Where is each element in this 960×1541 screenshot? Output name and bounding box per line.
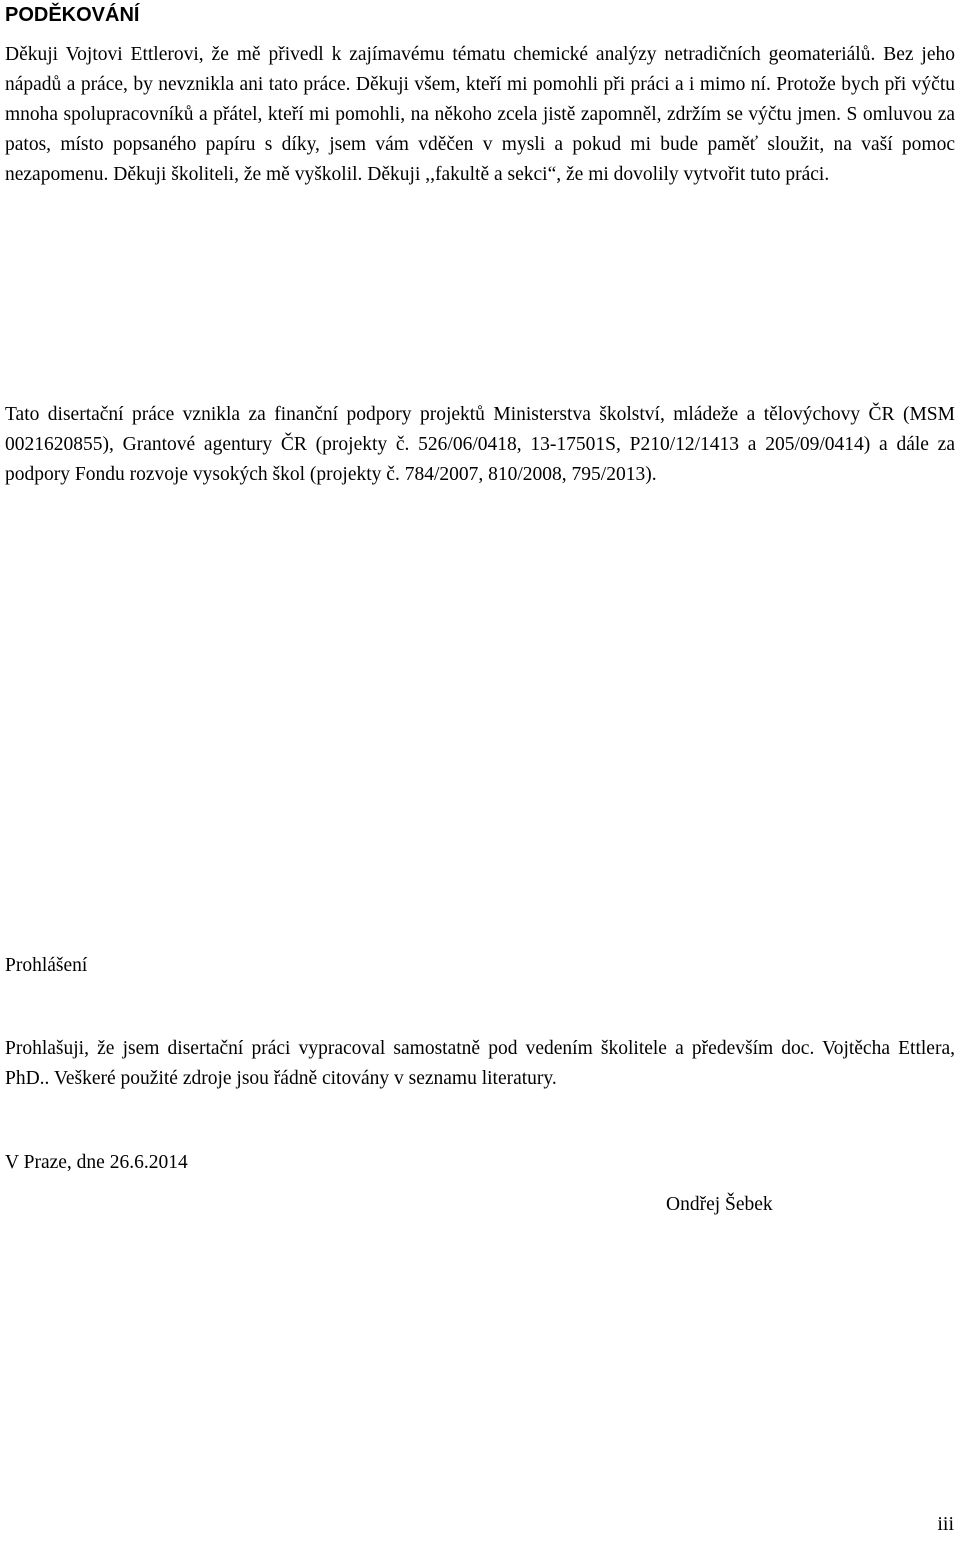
page-number: iii xyxy=(937,1513,954,1535)
funding-paragraph: Tato disertační práce vznikla za finanční podpory projektů Ministerstva školství, mládeže a tělovýchovy ČR (MSM 0021620855), Grantové agentury ČR (projekty č. 526/06/0418, 13-17501S, P210/12/1413 a 205/09/0414) a dále za podpory Fondu rozvoje vysokých škol (projekty č. 784/2007, 810/2008, 795/2013). xyxy=(5,404,955,485)
declaration-paragraph: Prohlašuji, že jsem disertační práci vypracoval samostatně pod vedením školitele a především doc. Vojtěcha Ettlera, PhD.. Veškeré použité zdroje jsou řádně citovány v seznamu literatury. xyxy=(5,1038,955,1089)
declaration-heading: Prohlášení xyxy=(5,955,88,976)
place-date: V Praze, dne 26.6.2014 xyxy=(5,1152,188,1173)
acknowledgements-paragraph: Děkuji Vojtovi Ettlerovi, že mě přivedl k zajímavému tématu chemické analýzy netradičních geomateriálů. Bez jeho nápadů a práce, by nevznikla ani tato práce. Děkuji všem, kteří mi pomohli při práci a i mimo ní. Protože bych při výčtu mnoha spolupracovníků a přátel, kteří mi pomohli, na někoho zcela jistě zapomněl, zdržím se výčtu jmen. S omluvou za patos, místo popsaného papíru s díky, jsem vám vděčen v mysli a pokud mi bude paměť sloužit, na vaší pomoc nezapomenu. Děkuji školiteli, že mě vyškolil. Děkuji ,,fakultě a sekci“, že mi dovolily vytvořit tuto práci. xyxy=(5,44,955,185)
acknowledgements-heading: PODĚKOVÁNÍ xyxy=(5,4,140,26)
author-signature: Ondřej Šebek xyxy=(666,1194,773,1215)
